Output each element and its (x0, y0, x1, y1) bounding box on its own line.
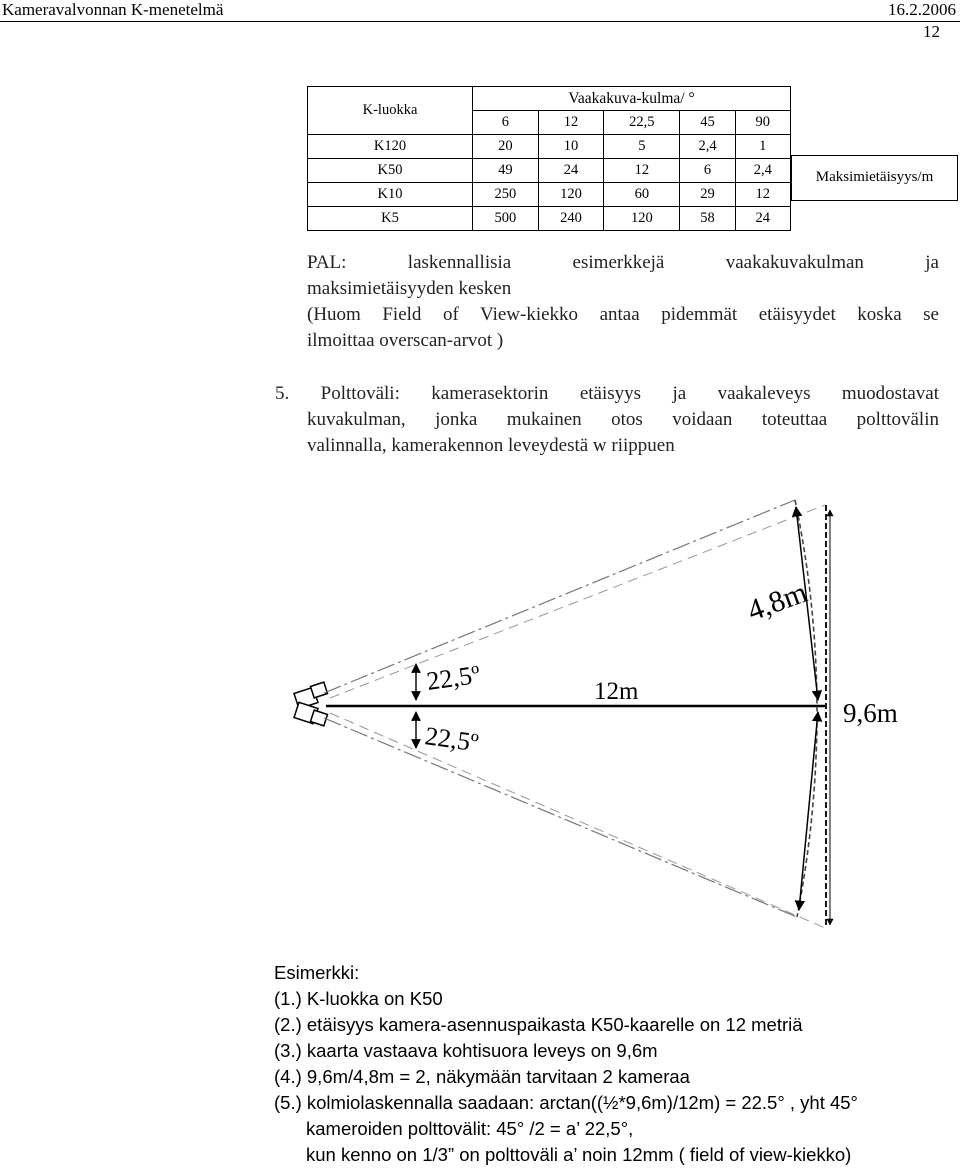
half-width-label: 4,8m (743, 575, 812, 628)
example-step: (2.) etäisyys kamera-asennuspaikasta K50-kaarelle on 12 metriä (274, 1014, 803, 1035)
example-block (274, 960, 954, 1168)
angle-cell: 22,5 (604, 111, 680, 135)
example-step: (5.) kolmiolaskennalla saadaan: arctan((½*9,6m)/12m) = 22.5° , yht 45° (274, 1092, 858, 1113)
example-step: kameroiden polttovälit: 45° /2 = a’ 22,5°, (306, 1118, 634, 1139)
value-cell: 2,4 (735, 159, 790, 183)
value-cell: 20 (473, 135, 539, 159)
example-step: (1.) K-luokka on K50 (274, 988, 443, 1009)
value-cell: 24 (538, 159, 604, 183)
pal-line: ilmoittaa overscan-arvot ) (307, 330, 504, 351)
value-cell: 12 (604, 159, 680, 183)
document-title: Kameravalvonnan K-menetelmä (2, 0, 224, 19)
pal-line: (Huom Field of View-kiekko antaa pidemmät etäisyydet koska se (307, 304, 939, 325)
k-class-header: K-luokka (308, 87, 473, 135)
document-date: 16.2.2006 (888, 0, 956, 19)
angle-cell: 6 (473, 111, 539, 135)
value-cell: 10 (538, 135, 604, 159)
angle-cell: 45 (680, 111, 735, 135)
pal-line: maksimietäisyyden kesken (307, 278, 512, 299)
section-line: kuvakulman, jonka mukainen otos voidaan toteuttaa polttovälin (307, 409, 939, 430)
lower-half-arrow (799, 712, 818, 910)
distance-label: 12m (594, 678, 639, 705)
value-cell: 5 (604, 135, 680, 159)
angle-cell: 12 (538, 111, 604, 135)
example-step: (4.) 9,6m/4,8m = 2, näkymään tarvitaan 2 kameraa (274, 1066, 690, 1087)
value-cell: 24 (735, 207, 790, 231)
max-distance-label: Maksimietäisyys/m (791, 155, 958, 201)
class-cell: K50 (308, 159, 473, 183)
class-cell: K5 (308, 207, 473, 231)
angle-label-top: 22,5º (424, 659, 482, 696)
sector-lower-inner-line (330, 713, 825, 928)
value-cell: 58 (680, 207, 735, 231)
sector-arc (795, 500, 817, 917)
angle-cell: 90 (735, 111, 790, 135)
example-step: kun kenno on 1/3” on polttoväli a’ noin 12mm ( field of view-kiekko) (306, 1144, 852, 1165)
class-cell: K10 (308, 183, 473, 207)
value-cell: 12 (735, 183, 790, 207)
angle-label-bottom: 22,5º (423, 721, 481, 758)
camera-icon (294, 682, 327, 726)
class-cell: K120 (308, 135, 473, 159)
section-line: valinnalla, kamerakennon leveydestä w riippuen (307, 435, 675, 456)
value-cell: 60 (604, 183, 680, 207)
angle-group-header: Vaakakuva-kulma/ ° (473, 87, 791, 111)
value-cell: 6 (680, 159, 735, 183)
value-cell: 1 (735, 135, 790, 159)
value-cell: 240 (538, 207, 604, 231)
value-cell: 120 (604, 207, 680, 231)
value-cell: 2,4 (680, 135, 735, 159)
section-line: 5. Polttoväli: kamerasektorin etäisyys ja vaakaleveys muodostavat (275, 383, 939, 404)
example-heading: Esimerkki: (274, 962, 360, 983)
pal-line: PAL: laskennallisia esimerkkejä vaakakuvakulman ja (307, 252, 939, 273)
value-cell: 500 (473, 207, 539, 231)
value-cell: 250 (473, 183, 539, 207)
page-number: 12 (923, 22, 940, 41)
value-cell: 120 (538, 183, 604, 207)
example-step: (3.) kaarta vastaava kohtisuora leveys on 9,6m (274, 1040, 658, 1061)
full-width-label: 9,6m (843, 698, 898, 728)
sector-upper-line (324, 500, 795, 693)
value-cell: 49 (473, 159, 539, 183)
sector-lower-line (324, 718, 797, 917)
value-cell: 29 (680, 183, 735, 207)
